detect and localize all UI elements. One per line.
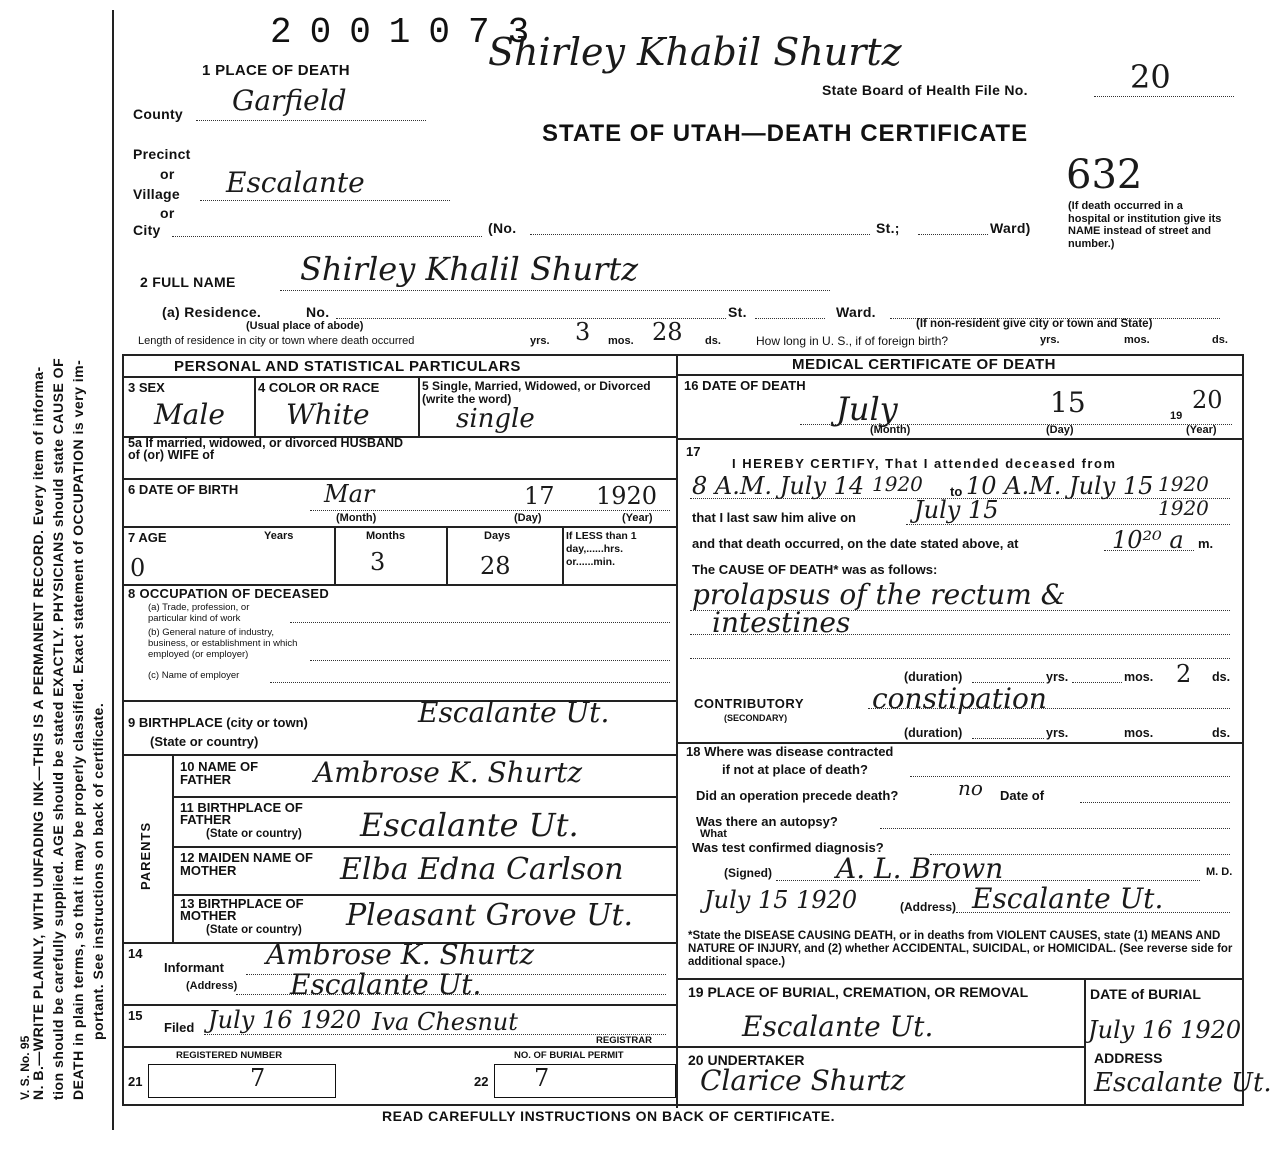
informant-address-value: Escalante Ut. (290, 968, 482, 1001)
footer-instructions: READ CAREFULLY INSTRUCTIONS ON BACK OF CERTIFICATE. (382, 1108, 836, 1124)
last-saw-year: 1920 (1158, 496, 1209, 520)
cause-of-death-line2: intestines (712, 606, 851, 639)
father-name-label: 10 NAME OF FATHER (180, 759, 259, 787)
informant-address-label: (Address) (186, 980, 238, 992)
us-ds-label: ds. (1212, 334, 1228, 346)
operation-label: Did an operation precede death? (696, 788, 899, 803)
age-years-value: 0 (130, 554, 146, 582)
burial-permit-box (494, 1064, 676, 1098)
dob-label: 6 DATE OF BIRTH (128, 482, 239, 497)
usual-abode-note: (Usual place of abode) (246, 320, 364, 332)
mother-name-value: Elba Edna Carlson (340, 852, 624, 887)
side-instruction-line1: N. B.—WRITE PLAINLY, WITH UNFADING INK—THIS IS A PERMANENT RECORD. Every item of informa- (30, 366, 46, 1100)
county-label: County (133, 106, 184, 122)
length-yrs-label: yrs. (530, 335, 550, 347)
last-saw-text: that I last saw him alive on (692, 510, 856, 525)
registered-number-box (148, 1064, 336, 1098)
sex-value: Male (154, 398, 225, 431)
us-yrs-label: yrs. (1040, 334, 1060, 346)
color-label: 4 COLOR OR RACE (258, 380, 380, 395)
signed-address-value: Escalante Ut. (972, 882, 1164, 915)
spouse-label: 5a If married, widowed, or divorced HUSBAND of (or) WIFE of (128, 436, 404, 462)
table-bottom-rule (122, 1104, 1244, 1106)
father-birthplace-value: Escalante Ut. (360, 806, 579, 844)
age-months-label: Months (366, 530, 406, 542)
marital-label: 5 Single, Married, Widowed, or Divorced (write the word) (422, 379, 651, 406)
operation-date-label: Date of (1000, 788, 1045, 803)
undertaker-value: Clarice Shurtz (700, 1064, 906, 1097)
side-instruction-line3: DEATH in plain terms, so that it may be properly classified. Exact statement of OCCUPATION is very im- (70, 359, 86, 1100)
occupation-b-note: (b) General nature of industry, business, or establishment in which employed (or employer) (148, 627, 298, 660)
local-number: 632 (1066, 152, 1143, 198)
parents-label: PARENTS (138, 821, 153, 890)
death-time-value: 10²⁰ a (1112, 526, 1184, 554)
left-border (112, 10, 114, 1130)
informant-number: 14 (128, 946, 143, 961)
undertaker-address-value: Escalante Ut. (1094, 1068, 1272, 1098)
contrib-duration-label: (duration) (904, 726, 963, 740)
dod-year-prefix: 19 (1170, 410, 1183, 422)
filed-number: 15 (128, 1008, 143, 1023)
dob-month-label: (Month) (336, 512, 377, 524)
contrib-duration-mos: mos. (1124, 726, 1154, 740)
city-ward-label: Ward) (990, 220, 1031, 236)
dod-year-label: (Year) (1186, 424, 1217, 436)
birthplace-label: 9 BIRTHPLACE (city or town) (128, 715, 308, 730)
how-long-us-label: How long in U. S., if of foreign birth? (756, 334, 949, 348)
age-months-value: 3 (370, 548, 386, 576)
filed-label: Filed (164, 1020, 195, 1035)
certify-text: I HEREBY CERTIFY, That I attended deceased from (732, 456, 1117, 471)
certificate-title: STATE OF UTAH—DEATH CERTIFICATE (542, 120, 1029, 147)
table-mid-rule (676, 356, 678, 1108)
residence-no-label: No. (306, 304, 330, 320)
dod-day-label: (Day) (1046, 424, 1074, 436)
length-ds-label: ds. (705, 335, 721, 347)
registrar-label: REGISTRAR (596, 1035, 652, 1046)
death-time-m-label: m. (1198, 536, 1214, 551)
registrar-value: Iva Chesnut (372, 1008, 518, 1036)
signed-address-label: (Address) (900, 900, 957, 914)
full-name-value: Shirley Khalil Shurtz (300, 250, 639, 288)
dod-year-value: 20 (1192, 386, 1223, 414)
death-occurred-text: and that death occurred, on the date stated above, at (692, 536, 1019, 551)
informant-label: Informant (164, 960, 224, 975)
dod-month-label: (Month) (870, 424, 911, 436)
attended-to-value: 10 A.M. July 15 (966, 472, 1154, 500)
autopsy-label: Was there an autopsy? (696, 814, 838, 829)
attended-from-value: 8 A.M. July 14 (692, 472, 865, 500)
medical-section-title: MEDICAL CERTIFICATE OF DEATH (792, 356, 1056, 373)
length-yrs-value: 3 (575, 318, 591, 346)
father-birthplace-label: 11 BIRTHPLACE OF FATHER (180, 800, 303, 827)
dob-day-label: (Day) (514, 512, 542, 524)
marital-value: single (456, 404, 535, 434)
registered-number-value: 7 (250, 1064, 266, 1092)
side-instruction-line4: portant. See instructions on back of certificate. (90, 702, 106, 1040)
cause-duration-yrs: yrs. (1046, 670, 1069, 684)
operation-value: no (958, 776, 983, 800)
age-years-label: Years (264, 530, 294, 542)
what-test-label: What (700, 828, 727, 840)
table-left-rule (122, 356, 124, 1106)
attended-to-word: to (950, 484, 963, 499)
county-value: Garfield (232, 84, 347, 117)
precinct-label: Precinct (133, 146, 191, 162)
burial-permit-value: 7 (534, 1064, 550, 1092)
mother-birthplace-sub: (State or country) (206, 924, 302, 936)
cause-of-death-label: The CAUSE OF DEATH* was as follows: (692, 562, 938, 577)
n22-label: 22 (474, 1074, 489, 1089)
burial-place-value: Escalante Ut. (742, 1010, 934, 1043)
father-name-value: Ambrose K. Shurtz (314, 756, 583, 789)
cause-duration-label: (duration) (904, 670, 963, 684)
us-mos-label: mos. (1124, 334, 1150, 346)
table-top-rule (122, 354, 1244, 356)
full-name-label: 2 FULL NAME (140, 274, 236, 290)
disease-contracted-label: 18 Where was disease contracted (686, 744, 894, 759)
color-value: White (286, 398, 370, 431)
burial-permit-label: NO. OF BURIAL PERMIT (514, 1050, 624, 1061)
mother-birthplace-value: Pleasant Grove Ut. (346, 898, 634, 933)
cause-duration-mos: mos. (1124, 670, 1154, 684)
informant-value: Ambrose K. Shurtz (266, 938, 535, 971)
cause-duration-ds: ds. (1212, 670, 1231, 684)
age-label: 7 AGE (128, 530, 167, 545)
occupation-c-note: (c) Name of employer (148, 670, 240, 681)
md-label: M. D. (1206, 866, 1233, 878)
state-board-label: State Board of Health File No. (822, 82, 1028, 98)
age-days-value: 28 (480, 552, 511, 580)
date-of-burial-label: DATE of BURIAL (1090, 986, 1201, 1002)
occupation-a-note: (a) Trade, profession, or particular kind of work (148, 602, 250, 624)
city-no-label: (No. (488, 220, 517, 236)
dod-month-value: July (836, 390, 898, 428)
nonresident-note: (If non-resident give city or town and State) (916, 318, 1153, 330)
contrib-duration-yrs: yrs. (1046, 726, 1069, 740)
dod-day-value: 15 (1050, 386, 1086, 419)
hospital-note: (If death occurred in a hospital or institution give its NAME instead of street and number.) (1068, 200, 1222, 250)
signed-label: (Signed) (724, 866, 772, 880)
mother-name-label: 12 MAIDEN NAME OF MOTHER (180, 850, 313, 878)
last-saw-value: July 15 (914, 496, 999, 524)
side-vs-no: V. S. No. 95 (18, 1035, 32, 1100)
dob-year: 1920 (596, 482, 658, 510)
age-days-label: Days (484, 530, 511, 542)
age-less-than-day: If LESS than 1 day,......hrs. or......min. (566, 530, 637, 568)
village-label: Village (133, 186, 180, 202)
birthplace-value: Escalante Ut. (418, 696, 610, 729)
contributory-secondary-label: (SECONDARY) (724, 713, 788, 723)
not-at-place-label: if not at place of death? (722, 762, 868, 777)
occupation-label: 8 OCCUPATION OF DECEASED (128, 586, 330, 601)
contributory-value: constipation (872, 682, 1047, 715)
table-right-rule (1242, 356, 1244, 1106)
city-label: City (133, 222, 161, 238)
residence-ward-label: Ward. (836, 304, 876, 320)
length-mos-value: 28 (652, 318, 683, 346)
handwritten-name-top: Shirley Khabil Shurtz (488, 30, 902, 74)
signed-date-value: July 15 1920 (704, 886, 858, 914)
city-st-label: St.; (876, 220, 900, 236)
burial-place-label: 19 PLACE OF BURIAL, CREMATION, OR REMOVAL (688, 984, 1029, 1000)
dob-month: Mar (324, 480, 375, 508)
test-confirmed-label: Was test confirmed diagnosis? (692, 840, 884, 855)
stamp-number: 2001073 (270, 12, 548, 53)
cause-of-death-line1: prolapsus of the rectum & (692, 578, 1066, 611)
dob-day: 17 (524, 482, 555, 510)
signed-value: A. L. Brown (836, 852, 1004, 885)
attended-to-year: 1920 (1158, 472, 1209, 496)
length-residence-label: Length of residence in city or town where death occurred (138, 335, 415, 347)
registered-number-label: REGISTERED NUMBER (176, 1050, 283, 1061)
cause-footnote: *State the DISEASE CAUSING DEATH, or in deaths from VIOLENT CAUSES, state (1) MEANS AND NATURE OF INJURY, and (2) whether ACCIDENTAL, SUICIDAL, or HOMICIDAL. (See reverse side for additional space.) (688, 930, 1233, 968)
father-birthplace-sub: (State or country) (206, 828, 302, 840)
place-of-death-label: 1 PLACE OF DEATH (202, 62, 350, 79)
dob-year-label: (Year) (622, 512, 653, 524)
birthplace-sub-label: (State or country) (150, 734, 259, 749)
or-label-1: or (160, 166, 175, 182)
residence-label: (a) Residence. (162, 304, 262, 320)
sex-label: 3 SEX (128, 380, 165, 395)
undertaker-address-label: ADDRESS (1094, 1050, 1163, 1066)
personal-section-title: PERSONAL AND STATISTICAL PARTICULARS (174, 358, 521, 375)
attended-from-year: 1920 (872, 472, 923, 496)
date-of-burial-value: July 16 1920 (1088, 1016, 1242, 1044)
mother-birthplace-label: 13 BIRTHPLACE OF MOTHER (180, 896, 304, 923)
or-label-2: or (160, 205, 175, 221)
state-board-value: 20 (1130, 58, 1171, 96)
n21-label: 21 (128, 1074, 143, 1089)
n17-label: 17 (686, 444, 701, 459)
residence-st-label: St. (728, 304, 747, 320)
contributory-label: CONTRIBUTORY (694, 696, 804, 711)
date-of-death-label: 16 DATE OF DEATH (684, 378, 806, 393)
length-mos-label: mos. (608, 335, 634, 347)
filed-date-value: July 16 1920 (208, 1006, 362, 1034)
village-value: Escalante (226, 166, 365, 199)
cause-duration-value: 2 (1176, 660, 1192, 688)
contrib-duration-ds: ds. (1212, 726, 1231, 740)
side-instruction-line2: tion should be carefully supplied. AGE should be stated EXACTLY. PHYSICIANS should state CAUSE OF (50, 357, 66, 1100)
undertaker-label: 20 UNDERTAKER (688, 1052, 805, 1068)
